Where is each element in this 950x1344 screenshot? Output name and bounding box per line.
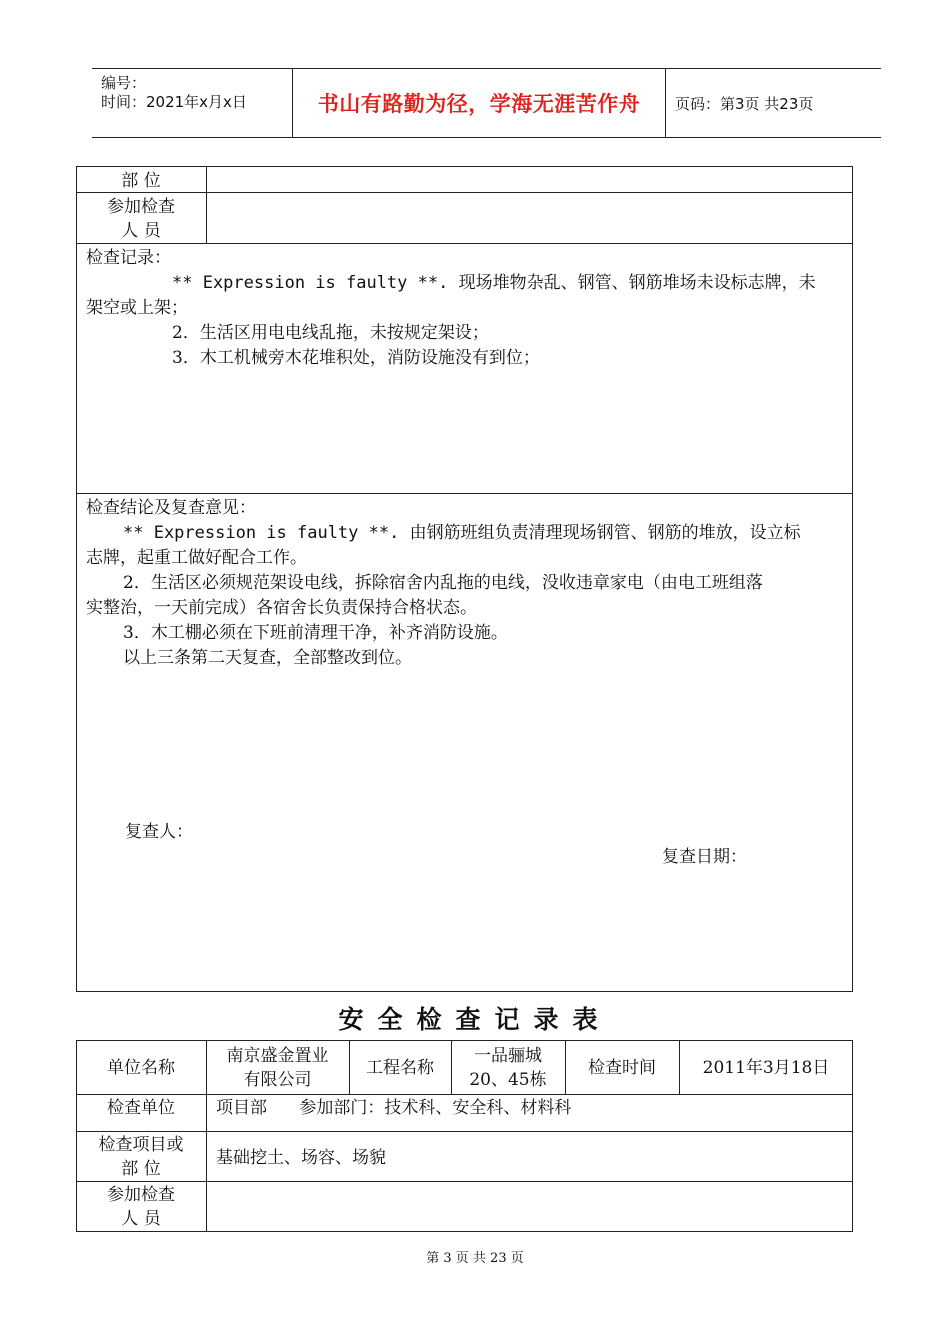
unit-name-value-line2: 有限公司	[243, 1070, 312, 1090]
conclusion-line-2: 志牌，起重工做好配合工作。	[86, 548, 307, 568]
check-time-value: 2011年3月18日	[702, 1058, 830, 1078]
header-meta	[92, 69, 293, 137]
unit-name-label: 单位名称	[107, 1058, 175, 1078]
header-page-code: 页码：第3页 共23页	[675, 95, 814, 113]
record-line-3: 2．生活区用电电线乱拖，未按规定架设；	[172, 323, 489, 343]
record-line-2: 架空或上架；	[86, 298, 188, 318]
check-item-value: 基础挖土、场容、场貌	[216, 1148, 386, 1168]
code-label: 编号：	[101, 74, 147, 92]
inspectors-label-line2: 人 员	[121, 1209, 161, 1229]
conclusion-line-4: 实整治，一天前完成）各宿舍长负责保持合格状态。	[86, 598, 477, 618]
check-item-label-line2: 部 位	[121, 1159, 161, 1179]
project-name-value-line1: 一品骊城	[474, 1046, 542, 1066]
conclusion-label: 检查结论及复查意见：	[86, 498, 256, 518]
review-date-label: 复查日期：	[662, 847, 747, 867]
inspectors-label-line1: 参加检查	[107, 197, 175, 217]
row-divider	[76, 493, 853, 494]
header-motto: 书山有路勤为径，学海无涯苦作舟	[293, 69, 666, 137]
label-column-divider	[206, 166, 207, 243]
position-label: 部 位	[121, 171, 161, 191]
row-divider	[76, 1094, 853, 1095]
row-divider	[76, 1131, 853, 1132]
conclusion-line-1: ** Expression is faulty **. 由钢筋班组负责清理现场钢管、钢筋的堆放，设立标	[123, 523, 801, 543]
time-label: 时间：2021年x月x日	[101, 93, 247, 111]
inspectors-label-line2: 人 员	[121, 221, 161, 241]
unit-name-value-line1: 南京盛金置业	[226, 1046, 329, 1066]
conclusion-line-6: 以上三条第二天复查，全部整改到位。	[123, 648, 412, 668]
page-header	[92, 68, 881, 138]
project-name-value-line2: 20、45栋	[469, 1070, 547, 1090]
check-unit-value: 项目部 参加部门：技术科、安全科、材料科	[216, 1098, 572, 1118]
check-unit-label: 检查单位	[107, 1098, 175, 1118]
record-line-1: ** Expression is faulty **. 现场堆物杂乱、钢管、钢筋堆场未设标志牌，未	[172, 273, 816, 293]
reviewer-label: 复查人：	[125, 822, 193, 842]
row-divider	[76, 1181, 853, 1182]
check-item-label-line1: 检查项目或	[98, 1135, 184, 1155]
row-divider	[76, 243, 853, 244]
record-label: 检查记录：	[86, 248, 171, 268]
form-title: 安全检查记录表	[338, 1005, 612, 1034]
conclusion-line-5: 3．木工棚必须在下班前清理干净，补齐消防设施。	[123, 623, 508, 643]
project-name-label: 工程名称	[366, 1058, 434, 1078]
page-footer: 第 3 页 共 23 页	[426, 1251, 524, 1266]
inspectors-label-line1: 参加检查	[107, 1185, 175, 1205]
check-time-label: 检查时间	[588, 1058, 656, 1078]
conclusion-line-3: 2．生活区必须规范架设电线，拆除宿舍内乱拖的电线，没收违章家电（由电工班组落	[123, 573, 763, 593]
record-line-4: 3．木工机械旁木花堆积处，消防设施没有到位；	[172, 348, 540, 368]
